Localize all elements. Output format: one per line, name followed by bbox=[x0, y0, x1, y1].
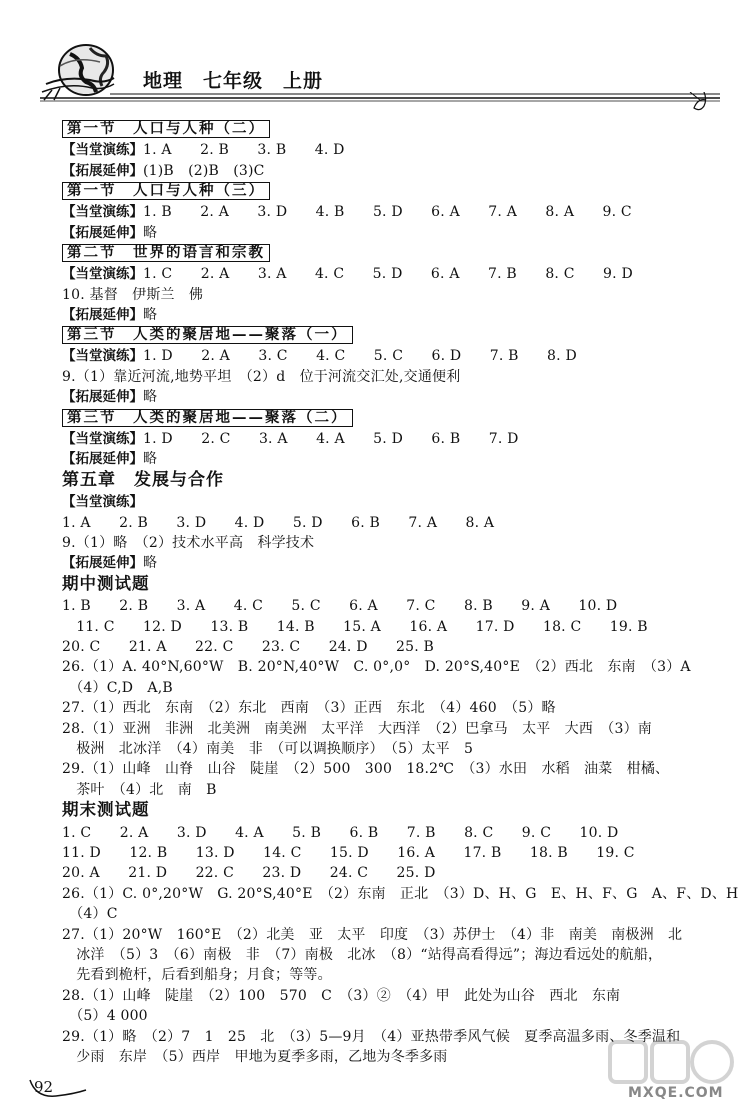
answer-line bbox=[62, 492, 722, 512]
answer-line bbox=[62, 429, 722, 449]
answer-text: 11. D 12. B 13. D 14. C 15. D 16. A 17. B 18. B 19. C bbox=[62, 844, 635, 861]
answer-line bbox=[62, 986, 722, 1006]
answer-text: 9.（1）略 （2）技术水平高 科学技术 bbox=[62, 534, 315, 551]
answer-text: 1. C 2. A 3. D 4. A 5. B 6. B 7. B 8. C 9. C 10. D bbox=[62, 824, 619, 841]
answer-line bbox=[62, 945, 722, 965]
answer-tag: 【拓展延伸】 bbox=[62, 162, 143, 179]
header-rule bbox=[30, 92, 730, 116]
answer-line bbox=[62, 346, 722, 366]
answer-text: 略 bbox=[143, 389, 158, 406]
section-title: 第三节 人类的聚居地——聚落（二） bbox=[62, 409, 353, 427]
answer-line bbox=[62, 1006, 722, 1026]
answer-text: 28.（1）山峰 陡崖 （2）100 570 C （3）② （4）甲 此处为山谷 西北 东南 bbox=[62, 987, 621, 1004]
answer-tag: 【当堂演练】 bbox=[62, 204, 143, 221]
answer-tag: 【拓展延伸】 bbox=[62, 555, 143, 572]
answer-text: (1)B (2)B (3)C bbox=[143, 162, 265, 179]
exam-heading bbox=[62, 800, 722, 823]
watermark-text: MXQE.COM bbox=[628, 1085, 724, 1101]
answer-line bbox=[62, 264, 722, 284]
answer-tag: 【当堂演练】 bbox=[62, 430, 143, 447]
answer-line bbox=[62, 863, 722, 883]
answer-text: 茶叶 （4）北 南 B bbox=[62, 781, 217, 798]
answer-line bbox=[62, 305, 722, 325]
answer-line bbox=[62, 719, 722, 739]
page-header bbox=[0, 0, 750, 120]
answer-line bbox=[62, 965, 722, 985]
answer-text: 先看到桅杆，后看到船身；月食；等等。 bbox=[62, 967, 332, 984]
answer-text: 略 bbox=[143, 555, 158, 572]
answer-line bbox=[62, 513, 722, 533]
answer-tag: 【当堂演练】 bbox=[62, 266, 143, 283]
answer-text: 1. B 2. B 3. A 4. C 5. C 6. A 7. C 8. B 9. A 10. D bbox=[62, 598, 618, 615]
answer-line bbox=[62, 657, 722, 677]
answer-line bbox=[62, 780, 722, 800]
answer-line bbox=[62, 739, 722, 759]
section-title: 第一节 人口与人种（二） bbox=[62, 120, 270, 138]
section-title: 第一节 人口与人种（三） bbox=[62, 182, 270, 200]
answer-line bbox=[62, 161, 722, 181]
answer-tag: 【拓展延伸】 bbox=[62, 306, 143, 323]
answer-tag: 【拓展延伸】 bbox=[62, 451, 143, 468]
answer-text: 9.（1）靠近河流,地势平坦 （2）d 位于河流交汇处,交通便利 bbox=[62, 368, 461, 385]
answer-line bbox=[62, 533, 722, 553]
answer-text: 1. D 2. A 3. C 4. C 5. C 6. D 7. B 8. D bbox=[143, 348, 577, 365]
answer-line bbox=[62, 843, 722, 863]
answer-line bbox=[62, 140, 722, 160]
answer-text: 略 bbox=[143, 224, 158, 241]
answer-text: 少雨 东岸 （5）西岸 甲地为夏季多雨，乙地为冬季多雨 bbox=[62, 1048, 448, 1065]
answer-text: 1. A 2. B 3. B 4. D bbox=[143, 142, 345, 159]
answer-text: 10. 基督 伊斯兰 佛 bbox=[62, 286, 204, 303]
answer-line bbox=[62, 884, 739, 904]
answer-line bbox=[62, 698, 722, 718]
section-heading bbox=[62, 119, 722, 140]
answer-text: 1. B 2. A 3. D 4. B 5. D 6. A 7. A 8. A 9. C bbox=[143, 204, 632, 221]
answer-line bbox=[62, 285, 722, 305]
exam-title: 期末测试题 bbox=[62, 800, 150, 820]
answer-line bbox=[62, 223, 722, 243]
answer-text: （4）C,D A,B bbox=[62, 679, 173, 696]
section-heading bbox=[62, 408, 722, 429]
section-heading bbox=[62, 243, 722, 264]
answer-line bbox=[62, 904, 722, 924]
answer-text: （4）C bbox=[62, 906, 118, 923]
answer-text: 1. D 2. C 3. A 4. A 5. D 6. B 7. D bbox=[143, 430, 519, 447]
page-number: 92 bbox=[34, 1078, 54, 1096]
answer-text: 1. A 2. B 3. D 4. D 5. D 6. B 7. A 8. A bbox=[62, 514, 495, 531]
answer-text: 26.（1）A. 40°N,60°W B. 20°N,40°W C. 0°,0° D. 20°S,40°E （2）西北 东南 （3）A bbox=[62, 659, 691, 676]
section-heading bbox=[62, 325, 722, 346]
answer-line bbox=[62, 367, 722, 387]
answer-text: 20. C 21. A 22. C 23. C 24. D 25. B bbox=[62, 638, 435, 655]
answer-text: 冰洋 （5）3 （6）南极 非 （7）南极 北冰 （8）“站得高看得远”；海边看远处的航船， bbox=[62, 946, 663, 963]
answer-text: 27.（1）西北 东南 （2）东北 西南 （3）正西 东北 （4）460 （5）略 bbox=[62, 700, 556, 717]
answer-text: 27.（1）20°W 160°E （2）北美 亚 太平 印度 （3）苏伊士 （4）非 南美 南极洲 北 bbox=[62, 926, 683, 943]
section-title: 第二节 世界的语言和宗教 bbox=[62, 244, 270, 262]
answer-tag: 【拓展延伸】 bbox=[62, 389, 143, 406]
exam-title: 期中测试题 bbox=[62, 573, 150, 593]
answer-text: 29.（1）略 （2）7 1 25 北 （3）5—9月 （4）亚热带季风气候 夏季高温多雨、冬季温和 bbox=[62, 1028, 681, 1045]
answer-text: 26.（1）C. 0°,20°W G. 20°S,40°E （2）东南 正北 （3）D、H、G E、H、F、G A、F、D、H bbox=[62, 885, 739, 902]
answer-text: 29.（1）山峰 山脊 山谷 陡崖 （2）500 300 18.2℃ （3）水田 水稻 油菜 柑橘、 bbox=[62, 761, 670, 778]
answer-line bbox=[62, 678, 722, 698]
page-title: 地理 七年级 上册 bbox=[143, 70, 324, 92]
answer-text: 28.（1）亚洲 非洲 北美洲 南美洲 太平洋 大西洋 （2）巴拿马 太平 大西 （3）南 bbox=[62, 720, 652, 737]
answer-text: 20. A 21. D 22. C 23. D 24. C 25. D bbox=[62, 865, 436, 882]
answer-line bbox=[62, 617, 722, 637]
answer-text: 略 bbox=[143, 451, 158, 468]
answer-text: （5）4 000 bbox=[62, 1008, 148, 1025]
chapter-title: 第五章 发展与合作 bbox=[62, 469, 224, 490]
answer-line bbox=[62, 596, 722, 616]
answer-tag: 【拓展延伸】 bbox=[62, 224, 143, 241]
answer-text: 1. C 2. A 3. A 4. C 5. D 6. A 7. B 8. C 9. D bbox=[143, 266, 633, 283]
exam-heading bbox=[62, 574, 722, 597]
chapter-heading bbox=[62, 470, 722, 493]
answer-text: 略 bbox=[143, 306, 158, 323]
answer-line bbox=[62, 202, 722, 222]
answer-tag: 【当堂演练】 bbox=[62, 494, 143, 511]
answer-line bbox=[62, 637, 722, 657]
answer-line bbox=[62, 925, 722, 945]
section-heading bbox=[62, 181, 722, 202]
section-title: 第三节 人类的聚居地——聚落（一） bbox=[62, 326, 353, 344]
answer-list bbox=[62, 119, 739, 1067]
answer-line bbox=[62, 553, 722, 573]
answer-text: 极洲 北冰洋 （4）南美 非 （可以调换顺序） （5）太平 5 bbox=[62, 740, 474, 757]
answer-tag: 【当堂演练】 bbox=[62, 348, 143, 365]
answer-text: 11. C 12. D 13. B 14. B 15. A 16. A 17. D 18. C 19. B bbox=[62, 618, 648, 635]
answer-tag: 【当堂演练】 bbox=[62, 142, 143, 159]
answer-line bbox=[62, 823, 722, 843]
answer-line bbox=[62, 759, 722, 779]
answer-line bbox=[62, 387, 722, 407]
answer-line bbox=[62, 449, 722, 469]
watermark-logo-icon bbox=[600, 1038, 740, 1114]
